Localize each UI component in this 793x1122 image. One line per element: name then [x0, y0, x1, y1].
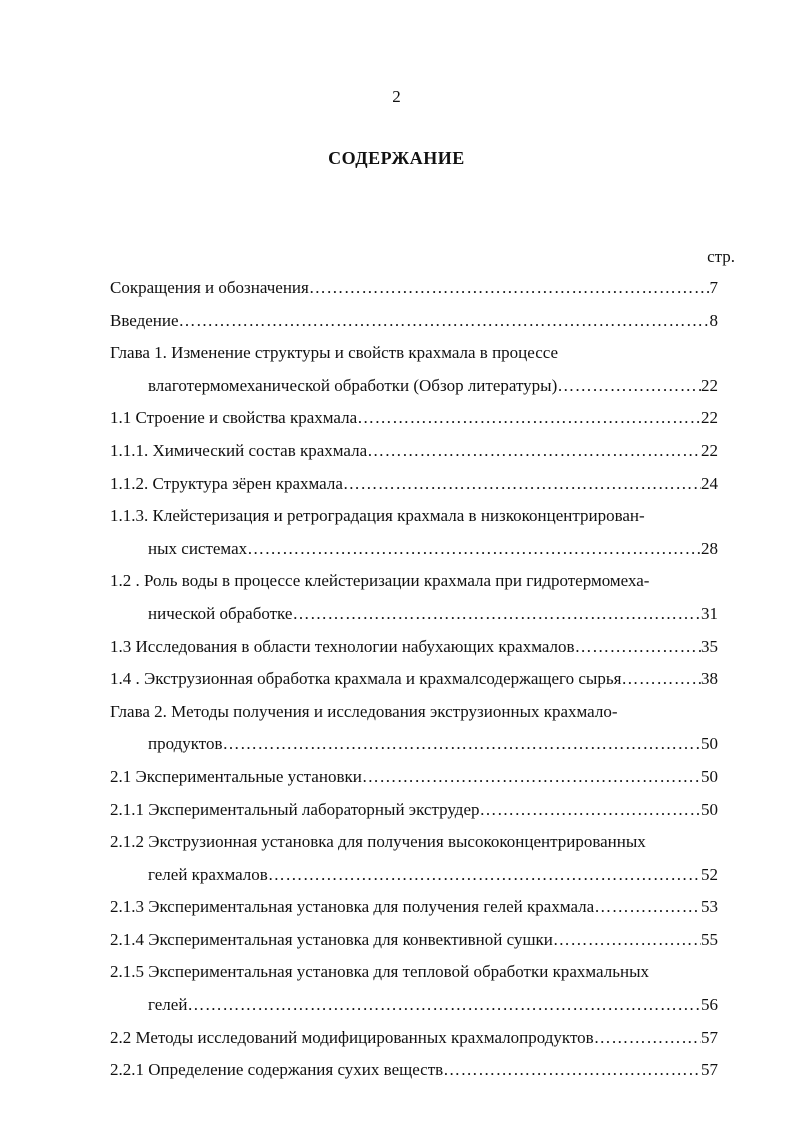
toc-entry-text: 2.1.3 Экспериментальная установка для получения гелей крахмала: [110, 897, 595, 917]
toc-entry-text: 1.1 Строение и свойства крахмала: [110, 408, 358, 428]
dot-leader: [594, 891, 701, 924]
dot-leader: [292, 598, 701, 631]
toc-entry-page: 35: [701, 636, 718, 656]
toc-entry: [110, 468, 718, 501]
toc-entry: [110, 305, 718, 338]
toc-entry-page: 24: [701, 473, 718, 493]
toc-entry-continuation: ных системах: [148, 538, 248, 558]
toc-entry-text: 2.1.2 Экструзионная установка для получения высококонцентрированных: [110, 832, 646, 852]
toc-entry-text: Сокращения и обозначения: [110, 278, 309, 297]
toc-entry-text: 1.1.2. Структура зёрен крахмала: [110, 473, 343, 493]
dot-leader: [621, 663, 701, 696]
toc-entry-page: 56: [701, 995, 718, 1015]
toc-entry-page: 22: [701, 440, 718, 460]
dot-leader: [443, 1054, 701, 1087]
toc-entry-page: 57: [701, 1060, 718, 1080]
toc-entry: [110, 337, 718, 402]
toc-entry-page: 52: [701, 864, 718, 884]
page-column-label: стр.: [707, 247, 735, 266]
toc-entry: [110, 794, 718, 827]
toc-entry: [110, 272, 718, 305]
table-of-contents: [110, 272, 718, 1087]
toc-entry: [110, 663, 718, 696]
toc-entry-text: 2.1.1 Экспериментальный лабораторный экструдер: [110, 799, 480, 819]
toc-entry-text: Глава 1. Изменение структуры и свойств крахмала в процессе: [110, 343, 559, 363]
toc-entry: [110, 1054, 718, 1087]
dot-leader: [247, 533, 701, 566]
dot-leader: [480, 794, 701, 827]
dot-leader: [594, 1022, 701, 1055]
toc-entry-page: 28: [701, 538, 718, 558]
toc-entry-text: 2.2 Методы исследований модифицированных крахмалопродуктов: [110, 1027, 594, 1047]
dot-leader: [357, 402, 701, 435]
dot-leader: [553, 924, 701, 957]
toc-entry-page: 50: [701, 799, 718, 819]
toc-entry-text: 1.2 . Роль воды в процессе клейстеризации крахмала при гидротермомеха-: [110, 571, 650, 591]
toc-entry-continuation: влаготермомеханической обработки (Обзор литературы): [148, 375, 558, 395]
dot-leader: [187, 989, 701, 1022]
toc-entry-text: Введение: [110, 310, 179, 330]
toc-entry: [110, 761, 718, 794]
toc-entry: [110, 435, 718, 468]
dot-leader: [557, 370, 701, 403]
toc-entry-page: 57: [701, 1027, 718, 1047]
toc-entry-page: 53: [701, 897, 718, 917]
dot-leader: [179, 305, 710, 338]
toc-entry: [110, 631, 718, 664]
toc-entry-text: 2.1.4 Экспериментальная установка для конвективной сушки: [110, 929, 553, 949]
toc-entry-page: 7: [709, 278, 718, 297]
toc-entry: [110, 891, 718, 924]
toc-entry-text: 1.1.3. Клейстеризация и ретроградация крахмала в низкоконцентрирован-: [110, 506, 645, 526]
dot-leader: [223, 728, 701, 761]
toc-entry-page: 22: [701, 408, 718, 428]
toc-entry-continuation: гелей: [148, 995, 188, 1015]
dot-leader: [362, 761, 701, 794]
toc-entry: [110, 1022, 718, 1055]
dot-leader: [268, 859, 701, 892]
toc-entry-text: Глава 2. Методы получения и исследования экструзионных крахмало-: [110, 701, 618, 721]
toc-entry: [110, 500, 718, 565]
dot-leader: [309, 272, 710, 305]
toc-entry-page: 55: [701, 929, 718, 949]
toc-entry-text: 2.2.1 Определение содержания сухих веществ: [110, 1060, 444, 1080]
toc-entry-page: 22: [701, 375, 718, 395]
toc-entry-continuation: продуктов: [148, 734, 223, 754]
toc-entry-text: 1.3 Исследования в области технологии набухающих крахмалов: [110, 636, 575, 656]
toc-entry-page: 31: [701, 603, 718, 623]
toc-entry-text: 1.4 . Экструзионная обработка крахмала и крахмалсодержащего сырья: [110, 669, 622, 689]
toc-entry: [110, 696, 718, 761]
toc-entry-page: 8: [709, 310, 718, 330]
toc-entry-text: 2.1 Экспериментальные установки: [110, 766, 362, 786]
toc-entry-page: 50: [701, 766, 718, 786]
page-number: 2: [392, 87, 401, 106]
dot-leader: [367, 435, 701, 468]
page-title: СОДЕРЖАНИЕ: [328, 148, 465, 168]
toc-entry-page: 50: [701, 734, 718, 754]
toc-entry: [110, 956, 718, 1021]
toc-entry-page: 38: [701, 669, 718, 689]
toc-entry: [110, 924, 718, 957]
dot-leader: [575, 631, 701, 664]
toc-entry: [110, 402, 718, 435]
toc-entry-continuation: нической обработке: [148, 603, 293, 623]
toc-entry-continuation: гелей крахмалов: [148, 864, 268, 884]
toc-entry: [110, 565, 718, 630]
toc-entry-text: 1.1.1. Химический состав крахмала: [110, 440, 368, 460]
toc-entry: [110, 826, 718, 891]
dot-leader: [343, 468, 701, 501]
toc-entry-text: 2.1.5 Экспериментальная установка для тепловой обработки крахмальных: [110, 962, 649, 982]
